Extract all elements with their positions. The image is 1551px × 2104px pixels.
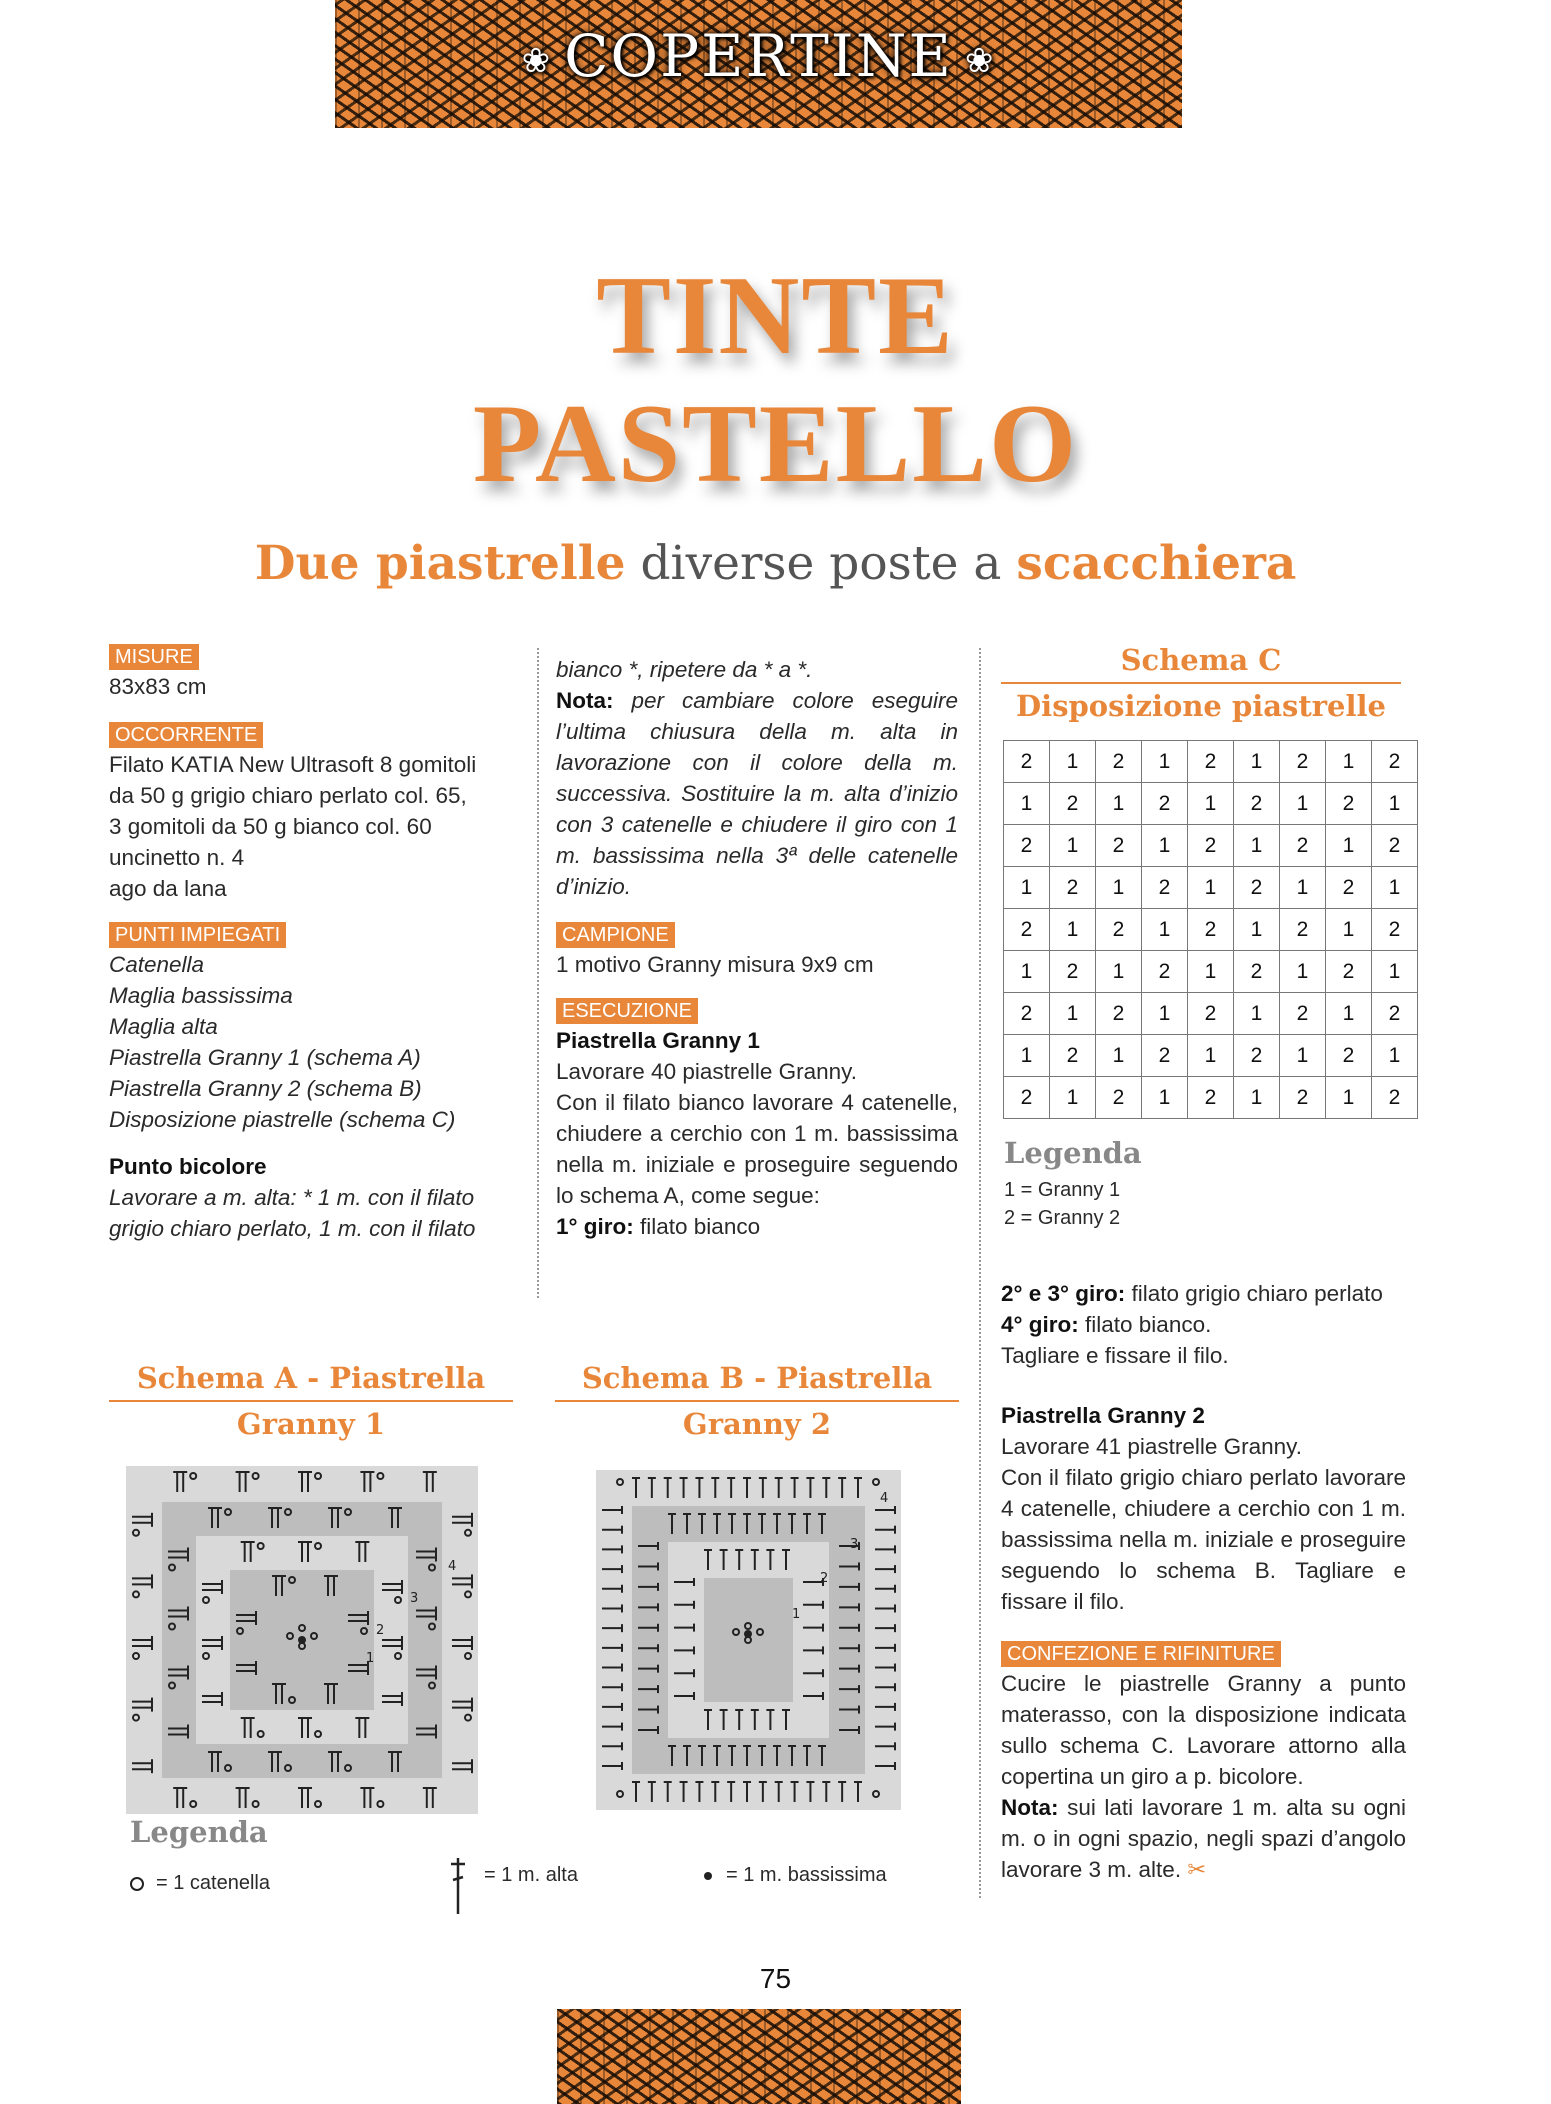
grid-cell: 1 (1188, 1035, 1234, 1077)
flower-icon: ❀ (521, 40, 553, 81)
slip-stitch-mark (745, 1631, 751, 1637)
grid-cell: 2 (1096, 825, 1142, 867)
grid-row (1004, 741, 1418, 783)
column-3 (1001, 1278, 1406, 1885)
grid-cell: 2 (1096, 741, 1142, 783)
grid-cell: 1 (1372, 783, 1418, 825)
grid-cell: 1 (1372, 867, 1418, 909)
nota-text: per cambiare colore eseguire l’ultima chiusura della m. alta in lavorazione con il colore della m. successiva. Sostituire la m. alta d’inizio con 3 catenelle e chiudere il giro con 1 m. bassissima nella 3ª delle catenelle d’inizio. (556, 688, 958, 899)
grid-cell: 2 (1096, 993, 1142, 1035)
grid-cell: 1 (1004, 867, 1050, 909)
grid-cell: 1 (1096, 867, 1142, 909)
grid-row (1004, 867, 1418, 909)
granny1-text: Con il filato bianco lavorare 4 catenelle, chiudere a cerchio con 1 m. bassissima nella m. iniziale e proseguire seguendo lo schema A, come segue: (556, 1090, 958, 1208)
grid-row (1004, 783, 1418, 825)
grid-cell: 1 (1050, 909, 1096, 951)
schema-b-line-2: Granny 2 (682, 1407, 832, 1441)
round-number: 3 (410, 1591, 419, 1606)
grid-cell: 2 (1050, 867, 1096, 909)
grid-cell: 1 (1280, 951, 1326, 993)
grid-cell: 1 (1372, 951, 1418, 993)
granny-2-diagram (596, 1470, 901, 1810)
legend-bassissima-text: = 1 m. bassissima (726, 1864, 887, 1886)
grid-cell: 2 (1188, 741, 1234, 783)
schema-c-line-1: Schema C (1120, 643, 1282, 677)
grid-cell: 2 (1188, 1077, 1234, 1119)
grid-cell: 1 (1142, 1077, 1188, 1119)
grid-cell: 2 (1326, 783, 1372, 825)
grid-cell: 1 (1326, 825, 1372, 867)
grid-cell: 2 (1280, 909, 1326, 951)
section-esecuzione: ESECUZIONE (556, 998, 698, 1024)
grid-cell: 2 (1004, 909, 1050, 951)
subtitle-middle: diverse poste a (625, 536, 1017, 591)
grid-cell: 2 (1280, 825, 1326, 867)
grid-cell: 1 (1234, 1077, 1280, 1119)
grid-cell: 2 (1188, 993, 1234, 1035)
section-punti: PUNTI IMPIEGATI (109, 922, 286, 948)
section-label (335, 22, 1182, 90)
granny2-text: Lavorare 41 piastrelle Granny. (1001, 1434, 1302, 1459)
section-misure: MISURE (109, 644, 199, 670)
grid-cell: 2 (1142, 867, 1188, 909)
grid-cell: 2 (1372, 909, 1418, 951)
grid-row (1004, 993, 1418, 1035)
grid-cell: 2 (1280, 741, 1326, 783)
punti-line: Maglia bassissima (109, 983, 293, 1008)
grid-cell: 1 (1050, 741, 1096, 783)
granny-1-diagram (126, 1466, 478, 1814)
section-name: COPERTINE (564, 22, 953, 90)
grid-cell: 1 (1280, 867, 1326, 909)
grid-cell: 1 (1280, 783, 1326, 825)
grid-cell: 1 (1050, 825, 1096, 867)
grid-cell: 1 (1142, 993, 1188, 1035)
granny1-text: Lavorare 40 piastrelle Granny. (556, 1059, 857, 1084)
grid-cell: 1 (1234, 741, 1280, 783)
grid-row (1004, 951, 1418, 993)
page-number: 75 (759, 1963, 792, 1994)
chain-stitch-icon (130, 1877, 144, 1891)
subtitle-highlight-2: scacchiera (1016, 536, 1297, 591)
grid-cell: 1 (1234, 825, 1280, 867)
diagram-round-1 (704, 1578, 793, 1702)
grid-row (1004, 1035, 1418, 1077)
giro4-label: 4° giro: (1001, 1312, 1079, 1337)
legend-bassissima (704, 1860, 887, 1891)
giro1-label: 1° giro: (556, 1214, 634, 1239)
bicolore-line: grigio chiaro perlato, 1 m. con il filato (109, 1216, 476, 1241)
section-campione: CAMPIONE (556, 922, 675, 948)
grid-cell: 1 (1050, 1077, 1096, 1119)
grid-cell: 1 (1004, 1035, 1050, 1077)
grid-cell: 2 (1326, 951, 1372, 993)
section-occorrente: OCCORRENTE (109, 722, 263, 748)
grid-row (1004, 1077, 1418, 1119)
punti-line: Disposizione piastrelle (schema C) (109, 1107, 456, 1132)
grid-cell: 2 (1050, 1035, 1096, 1077)
schema-a-line-1: Schema A - Piastrella (109, 1356, 513, 1402)
campione-text: 1 motivo Granny misura 9x9 cm (556, 952, 874, 977)
disposition-grid (1003, 740, 1418, 1119)
grid-cell: 2 (1234, 951, 1280, 993)
grid-cell: 2 (1372, 825, 1418, 867)
grid-cell: 1 (1142, 909, 1188, 951)
legend-c (1004, 1176, 1120, 1232)
grid-row (1004, 825, 1418, 867)
occorrente-line: Filato KATIA New Ultrasoft 8 gomitoli (109, 752, 477, 777)
punti-line: Piastrella Granny 2 (schema B) (109, 1076, 422, 1101)
flower-icon: ❀ (964, 40, 996, 81)
grid-cell: 2 (1050, 783, 1096, 825)
grid-cell: 2 (1142, 1035, 1188, 1077)
punti-line: Maglia alta (109, 1014, 218, 1039)
schema-a-title (109, 1356, 513, 1446)
column-divider (979, 648, 981, 1898)
bicolore-line: Lavorare a m. alta: * 1 m. con il filato (109, 1185, 475, 1210)
punti-line: Catenella (109, 952, 205, 977)
grid-cell: 2 (1004, 1077, 1050, 1119)
round-number: 2 (376, 1623, 385, 1638)
nota-label: Nota: (1001, 1795, 1059, 1820)
grid-cell: 2 (1188, 825, 1234, 867)
bicolore-continuation: bianco *, ripetere da * a *. (556, 657, 813, 682)
grid-cell: 1 (1326, 993, 1372, 1035)
giro1-text: filato bianco (633, 1214, 761, 1239)
legend-granny-2: 2 = Granny 2 (1004, 1207, 1121, 1229)
grid-cell: 2 (1234, 1035, 1280, 1077)
giro23-text: filato grigio chiaro perlato (1125, 1281, 1383, 1306)
occorrente-line: 3 gomitoli da 50 g bianco col. 60 (109, 814, 432, 839)
grid-row (1004, 909, 1418, 951)
round-number: 2 (820, 1571, 829, 1586)
punti-line: Piastrella Granny 1 (schema A) (109, 1045, 421, 1070)
granny2-heading: Piastrella Granny 2 (1001, 1403, 1205, 1428)
grid-cell: 2 (1096, 1077, 1142, 1119)
grid-cell: 1 (1326, 741, 1372, 783)
grid-cell: 1 (1234, 993, 1280, 1035)
grid-cell: 1 (1234, 909, 1280, 951)
grid-cell: 2 (1096, 909, 1142, 951)
giro23-label: 2° e 3° giro: (1001, 1281, 1126, 1306)
schema-a-line-2: Granny 1 (236, 1407, 386, 1441)
grid-cell: 2 (1188, 909, 1234, 951)
grid-cell: 2 (1280, 1077, 1326, 1119)
round-number: 1 (366, 1651, 375, 1666)
round-number: 4 (448, 1559, 457, 1574)
misure-text: 83x83 cm (109, 674, 207, 699)
grid-cell: 1 (1326, 1077, 1372, 1119)
legend-alta-text: = 1 m. alta (484, 1864, 578, 1886)
schema-b-title (555, 1356, 959, 1446)
grid-cell: 1 (1096, 951, 1142, 993)
grid-cell: 1 (1372, 1035, 1418, 1077)
subtitle-highlight-1: Due piastrelle (254, 536, 626, 591)
column-2 (556, 654, 958, 1242)
legend-granny-1: 1 = Granny 1 (1004, 1179, 1121, 1201)
grid-cell: 1 (1142, 741, 1188, 783)
grid-cell: 1 (1004, 783, 1050, 825)
title-line-2: PASTELLO (472, 382, 1079, 506)
grid-cell: 2 (1004, 825, 1050, 867)
grid-cell: 1 (1188, 867, 1234, 909)
schema-c-title (1001, 638, 1401, 728)
tagliare-text: Tagliare e fissare il filo. (1001, 1343, 1229, 1368)
grid-cell: 2 (1326, 1035, 1372, 1077)
section-confezione: CONFEZIONE E RIFINITURE (1001, 1641, 1281, 1667)
schema-c-line-2: Disposizione piastrelle (1001, 682, 1401, 728)
legend-c-title: Legenda (1004, 1136, 1142, 1170)
grid-cell: 1 (1142, 825, 1188, 867)
occorrente-line: uncinetto n. 4 (109, 845, 245, 870)
giro4-text: filato bianco. (1078, 1312, 1212, 1337)
double-crochet-icon (448, 1858, 468, 1914)
nota-text: sui lati lavorare 1 m. alta su ogni m. o in ogni spazio, negli spazi d’angolo lavorare 3 m. alte. (1001, 1795, 1406, 1882)
grid-cell: 2 (1142, 951, 1188, 993)
title-line-1: TINTE (596, 254, 955, 378)
grid-cell: 2 (1234, 783, 1280, 825)
header-band (335, 0, 1182, 128)
round-number: 1 (792, 1607, 801, 1622)
grid-cell: 2 (1004, 993, 1050, 1035)
grid-cell: 2 (1234, 867, 1280, 909)
grid-cell: 2 (1280, 993, 1326, 1035)
grid-cell: 2 (1372, 741, 1418, 783)
slip-stitch-mark (299, 1637, 305, 1643)
grid-cell: 2 (1372, 993, 1418, 1035)
granny1-heading: Piastrella Granny 1 (556, 1028, 760, 1053)
legend-catenella (130, 1868, 270, 1899)
schema-b-line-1: Schema B - Piastrella (555, 1356, 959, 1402)
round-number: 3 (850, 1537, 859, 1552)
occorrente-line: ago da lana (109, 876, 227, 901)
page-title (0, 252, 1551, 508)
granny2-text: Con il filato grigio chiaro perlato lavorare 4 catenelle, chiudere a cerchio con 1 m. bassissima nella m. iniziale e proseguire seguendo lo schema B. Tagliare e fissare il filo. (1001, 1465, 1406, 1614)
grid-cell: 1 (1004, 951, 1050, 993)
grid-cell: 1 (1326, 909, 1372, 951)
column-divider (537, 648, 539, 1298)
column-1 (109, 640, 514, 1244)
grid-cell: 1 (1188, 951, 1234, 993)
grid-cell: 2 (1326, 867, 1372, 909)
slip-stitch-icon (704, 1872, 712, 1880)
grid-cell: 1 (1050, 993, 1096, 1035)
scissors-icon: ✂ (1187, 1857, 1207, 1882)
legend-catenella-text: = 1 catenella (156, 1872, 270, 1894)
grid-cell: 1 (1188, 783, 1234, 825)
grid-cell: 2 (1004, 741, 1050, 783)
round-number: 4 (880, 1491, 889, 1506)
occorrente-line: da 50 g grigio chiaro perlato col. 65, (109, 783, 467, 808)
subtitle (0, 536, 1551, 591)
footer-band (557, 2009, 961, 2104)
bicolore-heading: Punto bicolore (109, 1154, 267, 1179)
grid-cell: 1 (1096, 783, 1142, 825)
confezione-text: Cucire le piastrelle Granny a punto materasso, con la disposizione indicata sullo schema C. Lavorare attorno alla copertina un giro a p. bicolore. (1001, 1671, 1406, 1789)
grid-cell: 2 (1142, 783, 1188, 825)
grid-cell: 2 (1372, 1077, 1418, 1119)
nota-label: Nota: (556, 688, 614, 713)
grid-cell: 1 (1280, 1035, 1326, 1077)
grid-cell: 2 (1050, 951, 1096, 993)
legend-title: Legenda (130, 1815, 268, 1849)
grid-cell: 1 (1096, 1035, 1142, 1077)
